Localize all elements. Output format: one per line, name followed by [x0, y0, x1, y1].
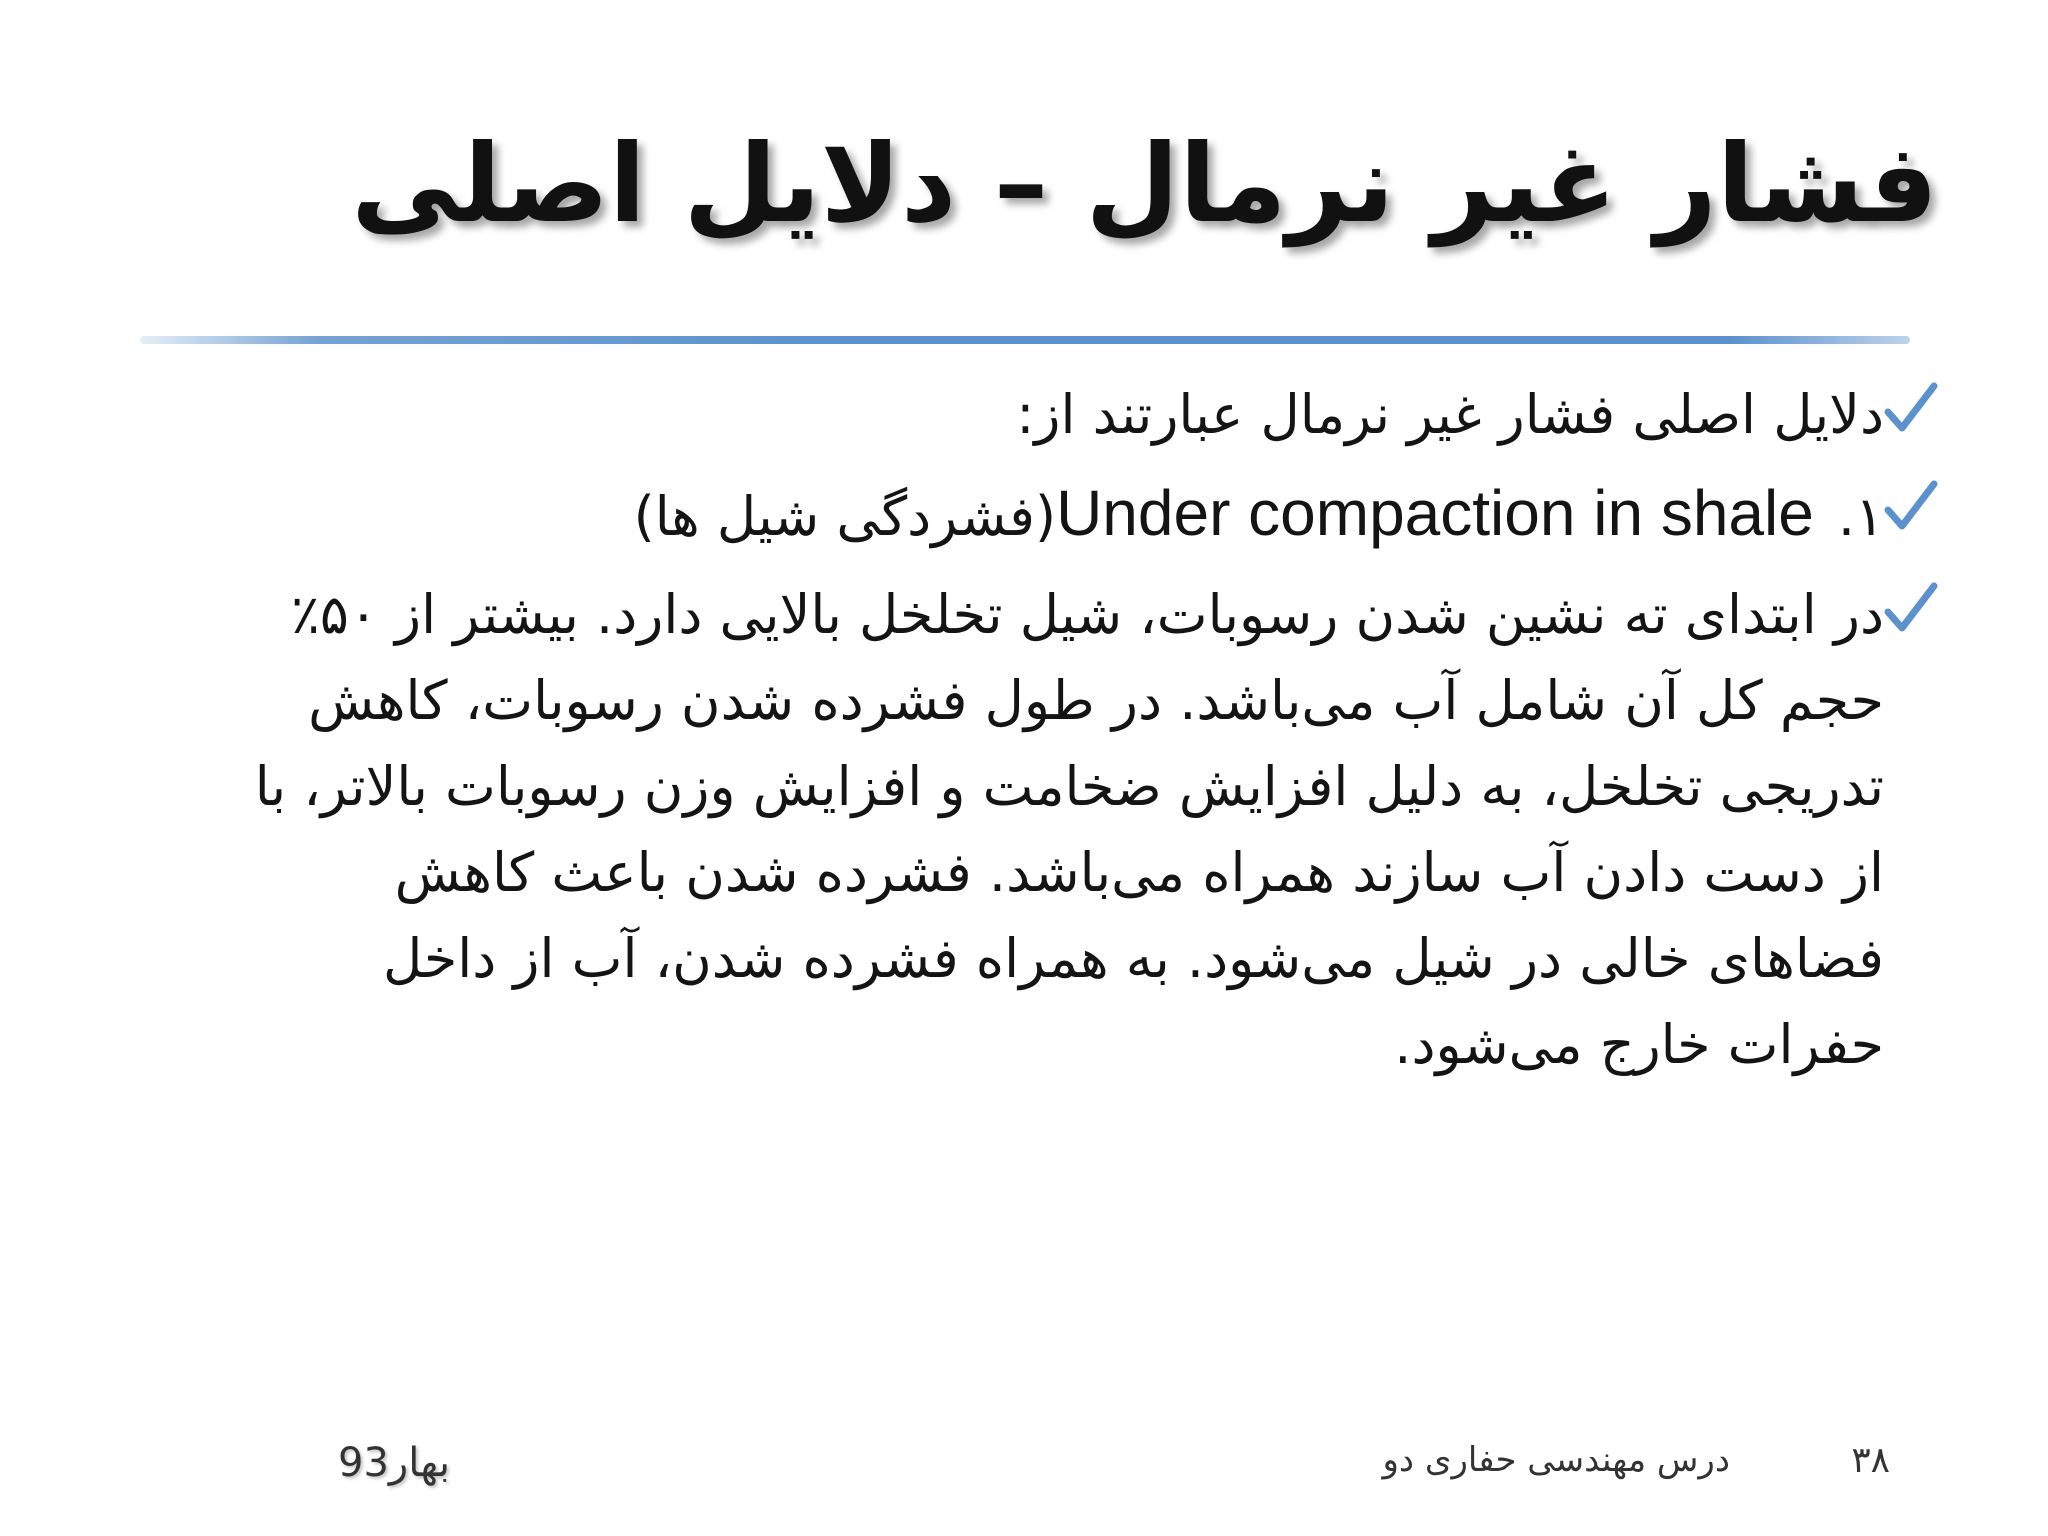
- checkmark-icon: [1884, 580, 1938, 640]
- footer-term: بهار93: [338, 1440, 450, 1486]
- slide-number: ۳۸: [1851, 1440, 1890, 1481]
- english-term: Under compaction in shale: [1056, 477, 1814, 549]
- bullet-item: [218, 372, 1938, 458]
- bullet-text: در ابتدای ته نشین شدن رسوبات، شیل تخلخل بالایی دارد. بیشتر از ۵۰٪ حجم کل آن شامل آب می‌باشد. در طول فشرده شدن رسوبات، کاهش تدریجی تخلخل، به دلیل افزایش ضخامت و افزایش وزن رسوبات بالاتر، با از دست دادن آب سازند همراه می‌باشد. فشرده شدن باعث کاهش فضاهای خالی در شیل می‌شود. به همراه فشرده شدن، آب از داخل حفرات خارج می‌شود.: [254, 583, 1884, 1076]
- bullet-item: [218, 470, 1938, 560]
- bullet-number: ۱.: [1837, 485, 1884, 548]
- checkmark-icon: [1884, 478, 1938, 538]
- bullet-item: [218, 572, 1938, 1088]
- slide-content: [218, 372, 1938, 1088]
- footer-course: درس مهندسی حفاری دو: [1382, 1440, 1730, 1480]
- persian-term: (فشردگی شیل ها): [633, 485, 1057, 548]
- slide-title: فشار غیر نرمال – دلایل اصلی: [351, 122, 1938, 247]
- bullet-text: دلایل اصلی فشار غیر نرمال عبارتند از:: [1016, 383, 1884, 446]
- checkmark-icon: [1884, 380, 1938, 440]
- title-divider: [140, 336, 1910, 344]
